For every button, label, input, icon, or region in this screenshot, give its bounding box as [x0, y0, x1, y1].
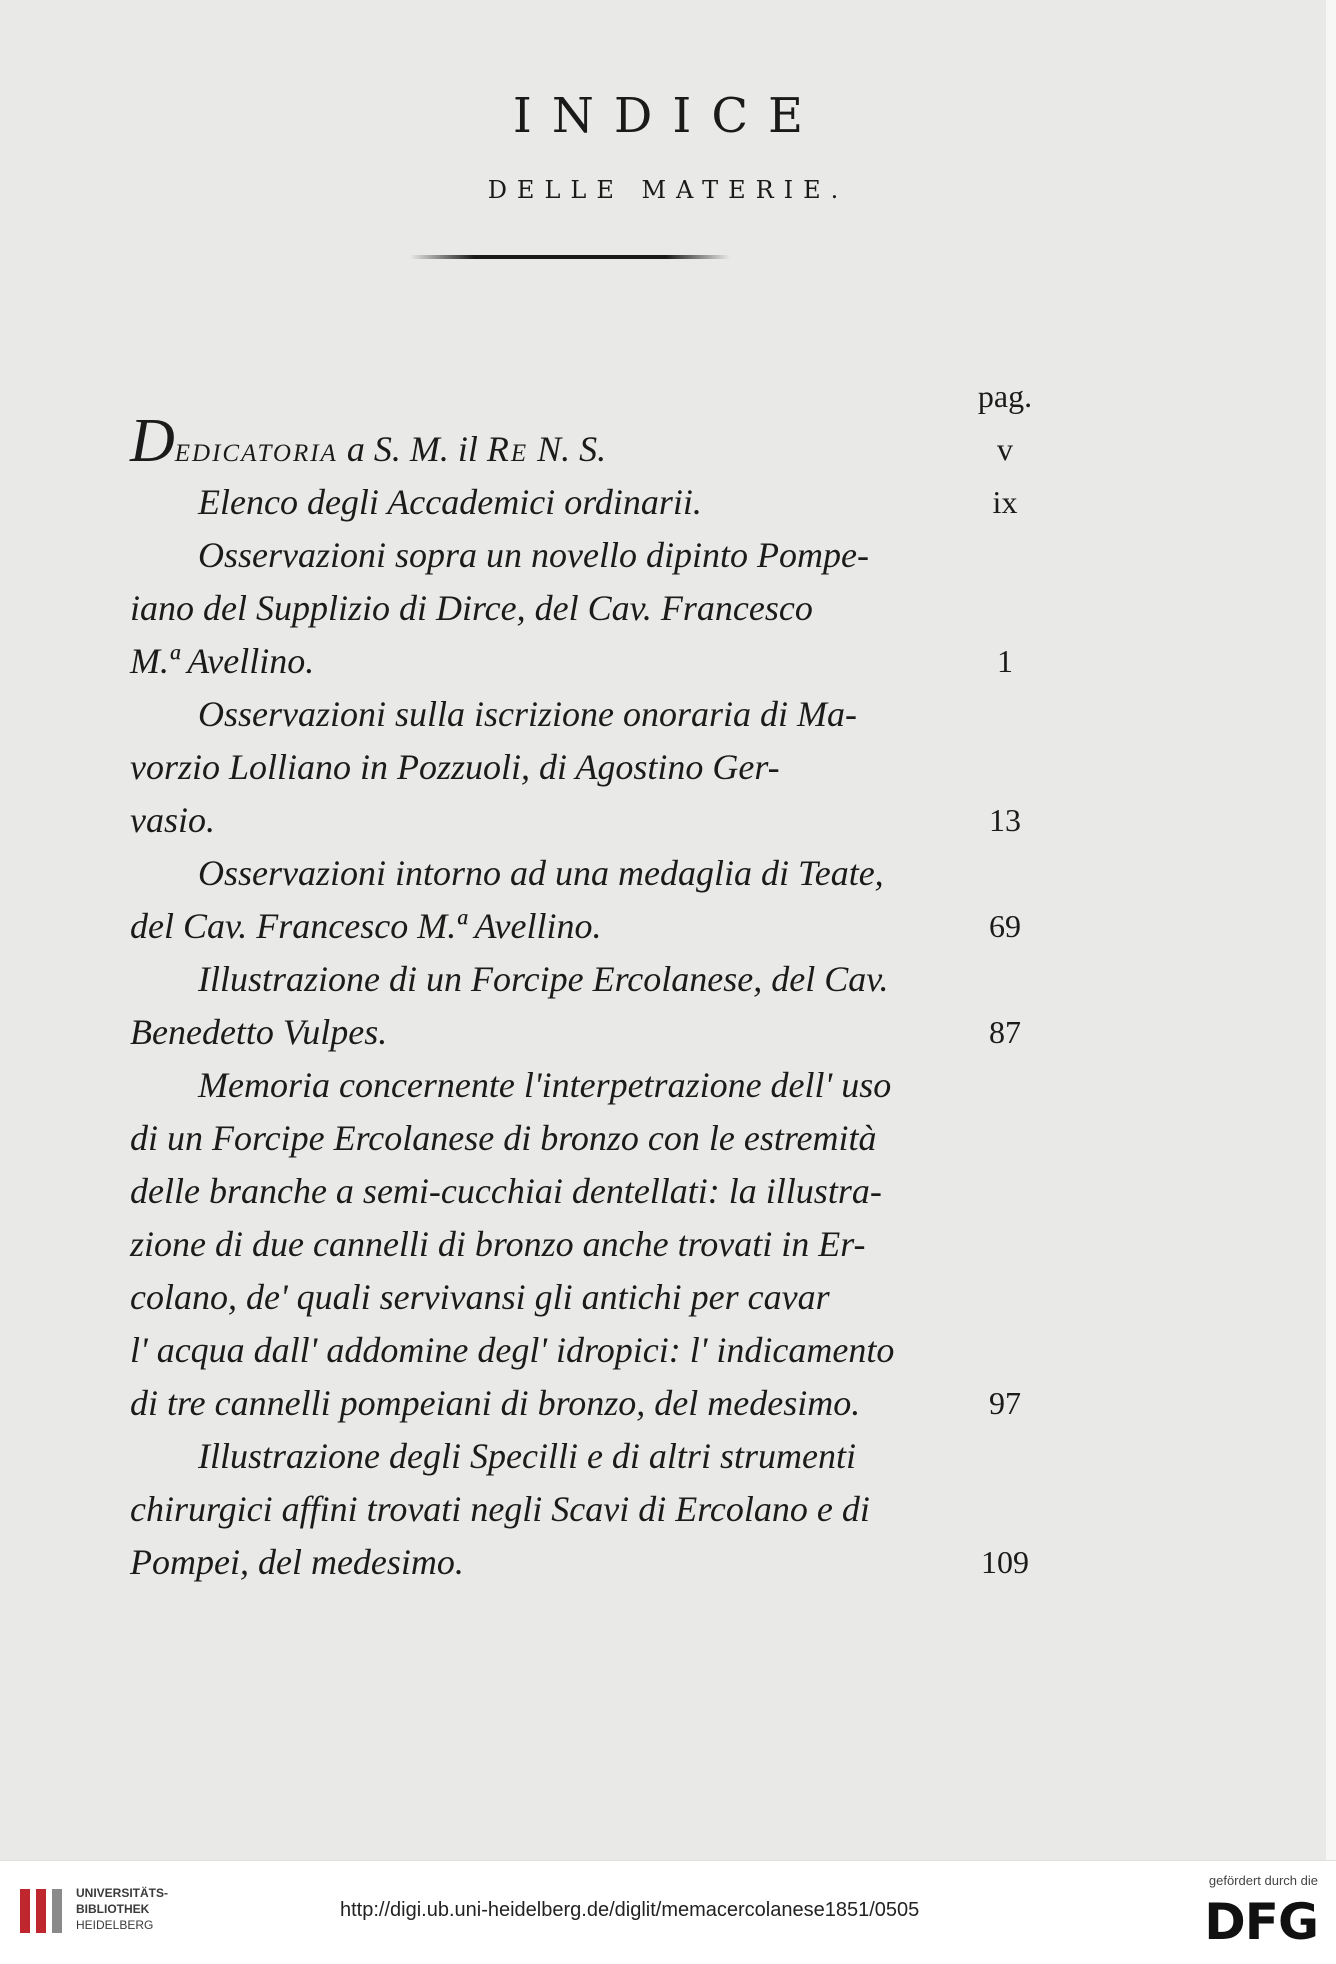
toc-page-number: 1: [997, 643, 1013, 679]
toc-entry-medaglia: [130, 847, 1040, 953]
library-name: [76, 1885, 206, 1933]
page-subtitle: DELLE MATERIE.: [487, 176, 849, 204]
toc-page-number: 13: [989, 802, 1021, 838]
toc-entry-dirce: [130, 529, 1040, 688]
toc-line: Illustrazione degli Specilli e di altri strumenti: [198, 1436, 856, 1476]
toc-line: del Cav. Francesco M.ª Avellino.: [130, 906, 602, 946]
toc-page-number: pag. v: [977, 378, 1033, 467]
library-name-line: BIBLIOTHEK: [76, 1902, 150, 1916]
toc-entry-forcipe: [130, 953, 1040, 1059]
toc-line: Benedetto Vulpes.: [130, 1012, 388, 1052]
toc-line: iano del Supplizio di Dirce, del Cav. Francesco: [130, 588, 813, 628]
toc-line: Illustrazione di un Forcipe Ercolanese, del Cav.: [198, 959, 889, 999]
toc-line: chirurgici affini trovati negli Scavi di Ercolano e di: [130, 1489, 870, 1529]
toc-line: Memoria concernente l'interpetrazione dell' uso: [198, 1065, 892, 1105]
toc-line: Pompei, del medesimo.: [130, 1542, 464, 1582]
toc-line: di tre cannelli pompeiani di bronzo, del medesimo.: [130, 1383, 861, 1423]
title-rule: [410, 255, 730, 259]
toc-entry-memoria: [130, 1059, 1040, 1430]
toc-line: M.ª Avellino.: [130, 641, 315, 681]
page-edge: [1326, 0, 1336, 1860]
toc-line: l' acqua dall' addomine degl' idropici: l' indicamento: [130, 1330, 895, 1370]
toc-entry-elenco: [130, 476, 1040, 529]
funding-label: gefördert durch die: [1208, 1873, 1318, 1888]
toc-line: Elenco degli Accademici ordinarii.: [198, 482, 702, 522]
toc-line: di un Forcipe Ercolanese di bronzo con le estremità: [130, 1118, 877, 1158]
toc-line: Dedicatoria a S. M. il Re N. S.: [130, 407, 607, 475]
library-name-line: UNIVERSITÄTS-: [76, 1886, 169, 1900]
toc-page-number: 97: [989, 1385, 1021, 1421]
toc-line: vorzio Lolliano in Pozzuoli, di Agostino Ger-: [130, 747, 780, 787]
dfg-logo: DFG: [1204, 1893, 1318, 1951]
toc-entry-iscrizione: [130, 688, 1040, 847]
page-title: INDICE: [512, 88, 824, 144]
permalink-url[interactable]: http://digi.ub.uni-heidelberg.de/diglit/memacercolanese1851/0505: [340, 1899, 920, 1921]
toc-line: Osservazioni intorno ad una medaglia di Teate,: [198, 853, 884, 893]
viewer-footer: [0, 1860, 1336, 1964]
toc-entry-dedicatoria: [130, 378, 1040, 476]
toc-page-number: 109: [981, 1544, 1029, 1580]
toc-entry-specilli: [130, 1430, 1040, 1589]
library-name-line: HEIDELBERG: [76, 1918, 154, 1932]
toc-line: vasio.: [130, 800, 215, 840]
toc-line: Osservazioni sopra un novello dipinto Pompe-: [198, 535, 869, 575]
toc-line: Osservazioni sulla iscrizione onoraria di Ma-: [198, 694, 858, 734]
toc-page-number: 87: [989, 1014, 1021, 1050]
university-library-logo-icon: [16, 1881, 68, 1941]
toc-line: zione di due cannelli di bronzo anche trovati in Er-: [130, 1224, 866, 1264]
toc-line: delle branche a semi-cucchiai dentellati: la illustra-: [130, 1171, 882, 1211]
toc-page-number: ix: [992, 484, 1018, 520]
toc-line: colano, de' quali servivansi gli antichi per cavar: [130, 1277, 830, 1317]
toc-page-number: 69: [989, 908, 1021, 944]
table-of-contents: [130, 378, 1040, 1589]
